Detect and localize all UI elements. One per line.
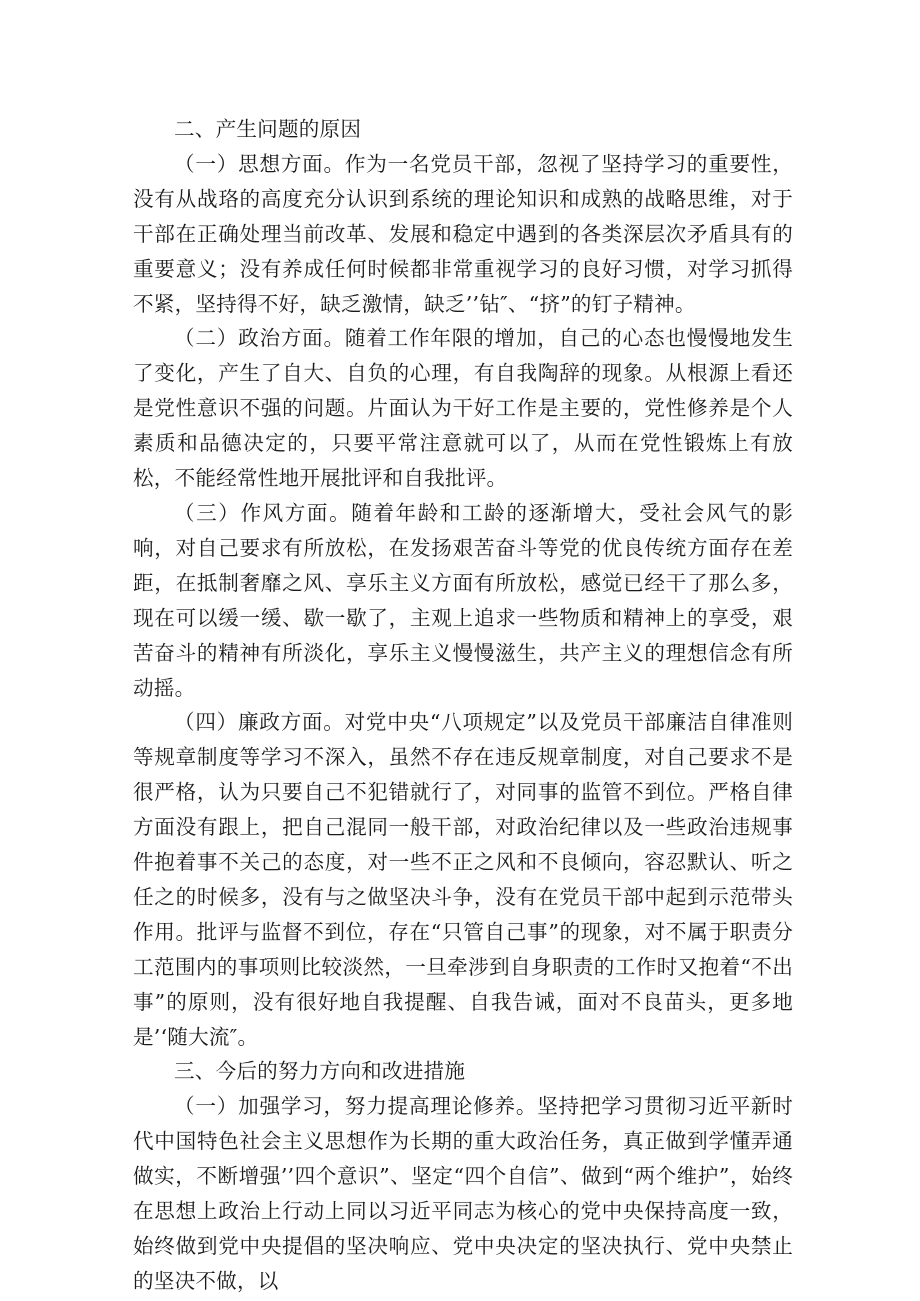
section-heading-improvements: 三、今后的努力方向和改进措施: [174, 1059, 466, 1084]
paragraph-political-aspect: （二）政治方面。随着工作年限的增加，自己的心态也慢慢地发生了变化，产生了自大、自负的心理，有自我陶辞的现象。从根源上看还是党性意识不强的问题。片面认为干好工作是主要的，党性修养是个人素质和品德决定的，只要平常注意就可以了，从而在党性锻炼上有放松，不能经常性地开展批评和自我批评。: [133, 326, 793, 491]
paragraph-style-aspect: （三）作风方面。随着年龄和工龄的逐渐增大，受社会风气的影响，对自己要求有所放松，在发扬艰苦奋斗等党的优良传统方面存在差距，在抵制奢靡之风、享乐主义方面有所放松，感觉已经干了那么多，现在可以缓一缓、歇一歇了，主观上追求一些物质和精神上的享受，艰苦奋斗的精神有所淡化，享乐主义慢慢滋生，共产主义的理想信念有所动摇。: [133, 500, 793, 700]
section-heading-causes: 二、产生问题的原因: [174, 117, 362, 141]
paragraph-integrity-aspect: （四）廉政方面。对党中央“八项规定”以及党员干部廉洁自律准则等规章制度等学习不深入，虽然不存在违反规章制度，对自己要求不是很严格，认为只要自己不犯错就行了，对同事的监管不到位。严格自律方面没有跟上，把自己混同一般干部，对政治纪律以及一些政治违规事件抱着事不关己的态度，对一些不正之风和不良倾向，容忍默认、听之任之的时候多，没有与之做坚决斗争，没有在党员干部中起到示范带头作用。批评与监督不到位，存在“只管自己事”的现象，对不属于职责分工范围内的事项则比较淡然，一旦牵涉到自身职责的工作时又抱着“不出事”的原则，没有很好地自我提醒、自我告诫，面对不良苗头，更多地是’‘随大流″。: [133, 710, 793, 1049]
document-body: [133, 112, 793, 1299]
paragraph-strengthen-study: （一）加强学习，努力提高理论修养。坚持把学习贯彻习近平新时代中国特色社会主义思想作为长期的重大政治任务，真正做到学懂弄通做实，不断增强’’四个意识”、坚定“四个自信”、做到“两个维护”，始终在思想上政治上行动上同以习近平同志为核心的党中央保持高度一致，始终做到党中央提倡的坚决响应、党中央决定的坚决执行、党中央禁止的坚决不做，以: [133, 1094, 793, 1293]
paragraph-thought-aspect: （一）思想方面。作为一名党员干部，忽视了坚持学习的重要性，没有从战珞的高度充分认识到系统的理论知识和成熟的战略思维，对于干部在正确处理当前改革、发展和稳定中遇到的各类深层次矛盾具有的重要意义；没有养成任何时候都非常重视学习的良好习惯，对学习抓得不紧，坚持得不好，缺乏激情，缺乏’’钻″、“挤”的钉子精神。: [133, 151, 793, 316]
